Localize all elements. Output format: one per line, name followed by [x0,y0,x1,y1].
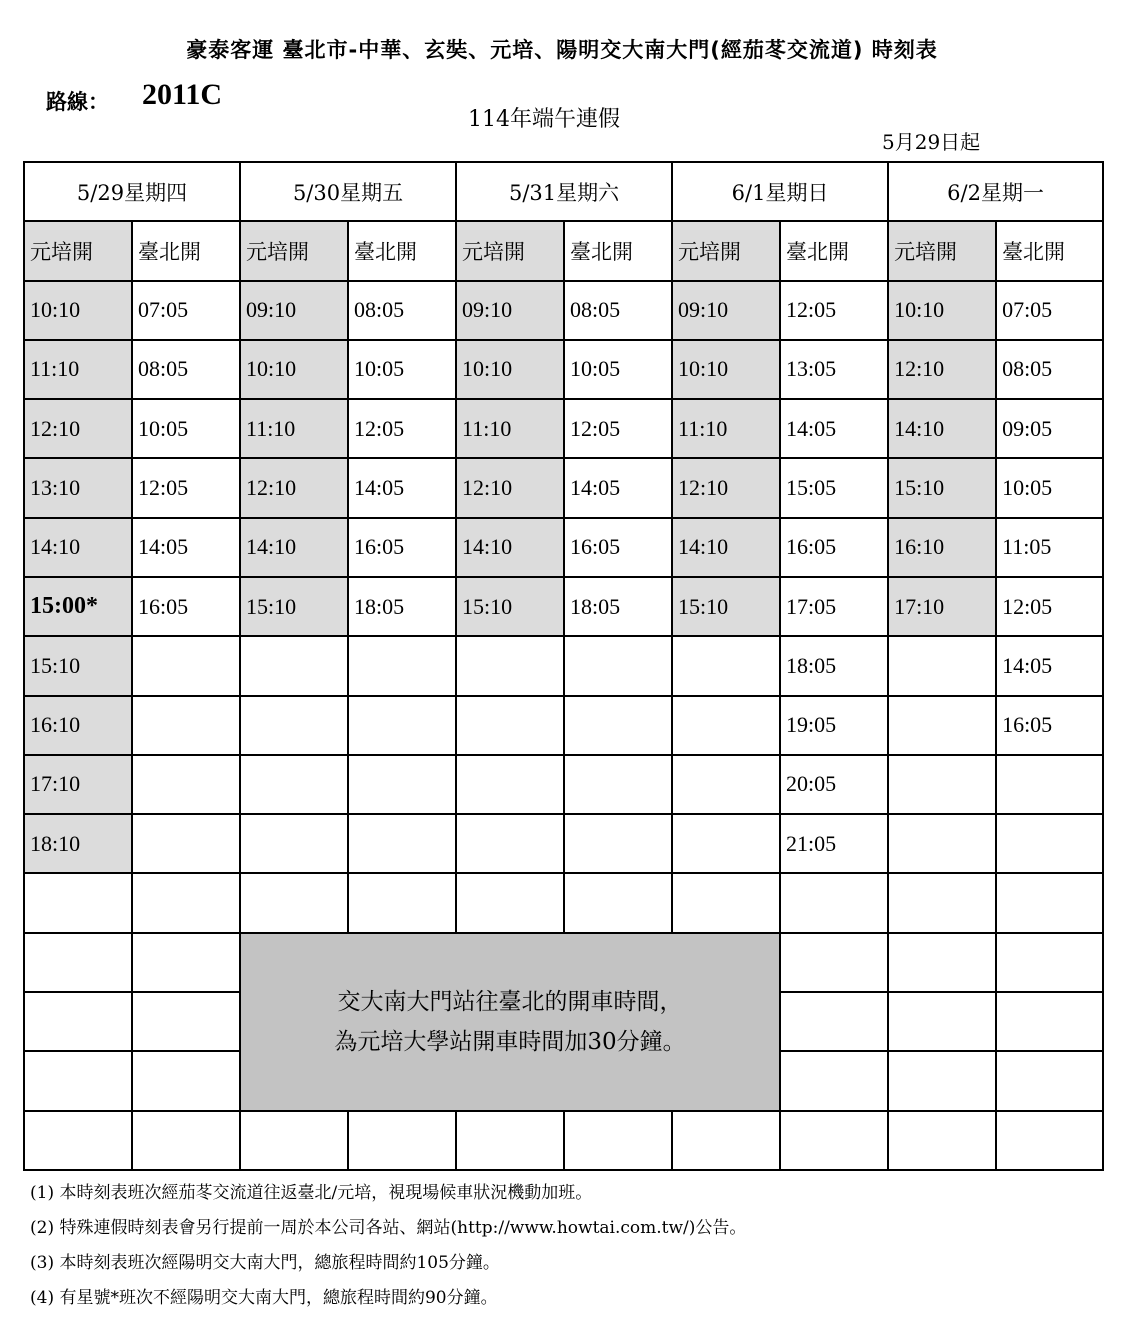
effective-date: 5月29日起 [882,130,981,154]
time-cell [132,755,240,814]
time-cell: 14:10 [672,518,780,577]
time-cell: 14:05 [132,518,240,577]
time-cell [564,636,672,695]
footnote-3: (3) 本時刻表班次經陽明交大南大門，總旅程時間約105分鐘。 [30,1253,500,1273]
empty-cell [780,992,888,1051]
empty-cell [564,1111,672,1171]
time-cell: 12:05 [348,399,456,458]
empty-cell [888,1111,996,1171]
table-row [24,933,1103,992]
empty-cell [780,933,888,992]
table-row [24,518,1103,577]
direction-yuanpei: 元培開 [24,221,132,280]
direction-yuanpei: 元培開 [456,221,564,280]
time-cell: 13:10 [24,458,132,517]
time-cell: 12:10 [24,399,132,458]
time-cell [672,696,780,755]
time-cell: 21:05 [780,814,888,873]
time-cell: 10:05 [132,399,240,458]
time-cell [672,636,780,695]
time-cell: 14:10 [456,518,564,577]
empty-cell [888,992,996,1051]
time-cell: 18:05 [780,636,888,695]
time-cell [888,755,996,814]
time-cell: 15:10 [24,636,132,695]
empty-cell [24,992,132,1051]
empty-cell [132,992,240,1051]
time-cell: 07:05 [132,281,240,340]
table-row [24,1111,1103,1171]
table-row [24,340,1103,399]
time-cell: 18:10 [24,814,132,873]
empty-cell [240,1111,348,1171]
time-cell [564,696,672,755]
table-row [24,281,1103,340]
empty-cell [888,933,996,992]
direction-header-row [24,221,1103,280]
direction-taipei: 臺北開 [348,221,456,280]
time-cell: 15:10 [240,577,348,636]
empty-cell [780,1051,888,1110]
time-cell: 08:05 [564,281,672,340]
empty-cell [24,933,132,992]
time-cell: 14:05 [780,399,888,458]
empty-cell [24,1111,132,1171]
time-cell: 11:10 [24,340,132,399]
table-row [24,814,1103,873]
empty-cell [996,1051,1103,1110]
time-cell: 14:05 [348,458,456,517]
direction-yuanpei: 元培開 [888,221,996,280]
time-cell [240,636,348,695]
day-header: 6/1星期日 [672,162,888,221]
empty-cell [456,1111,564,1171]
time-cell: 18:05 [564,577,672,636]
time-cell: 16:10 [888,518,996,577]
time-cell: 07:05 [996,281,1103,340]
empty-cell [996,992,1103,1051]
empty-cell [780,1111,888,1171]
time-cell [888,814,996,873]
time-cell: 16:05 [996,696,1103,755]
time-cell [240,696,348,755]
empty-cell [132,1051,240,1110]
time-cell: 09:10 [240,281,348,340]
empty-cell [348,1111,456,1171]
time-cell: 17:10 [24,755,132,814]
time-cell [132,696,240,755]
time-cell [672,755,780,814]
table-row [24,696,1103,755]
empty-cell [132,1111,240,1171]
time-cell: 14:10 [24,518,132,577]
time-cell: 10:10 [240,340,348,399]
time-cell: 14:10 [240,518,348,577]
footnote-4: (4) 有星號*班次不經陽明交大南大門，總旅程時間約90分鐘。 [30,1288,498,1308]
time-cell: 12:05 [564,399,672,458]
time-cell: 15:10 [672,577,780,636]
time-cell [240,814,348,873]
time-cell [456,636,564,695]
time-cell: 11:10 [672,399,780,458]
day-header: 5/29星期四 [24,162,240,221]
footnote-1: (1) 本時刻表班次經茄苳交流道往返臺北/元培，視現場候車狀況機動加班。 [30,1183,593,1203]
time-cell [132,873,240,932]
empty-cell [996,1111,1103,1171]
time-cell [564,814,672,873]
time-cell [348,814,456,873]
time-cell: 08:05 [996,340,1103,399]
time-cell: 16:05 [348,518,456,577]
time-cell: 08:05 [132,340,240,399]
route-code: 2011C [142,78,223,111]
time-cell: 15:10 [888,458,996,517]
time-cell: 11:05 [996,518,1103,577]
time-cell: 16:10 [24,696,132,755]
time-cell: 12:05 [132,458,240,517]
time-cell [348,696,456,755]
time-cell [456,696,564,755]
time-cell [888,696,996,755]
time-cell: 10:05 [348,340,456,399]
time-cell: 09:10 [672,281,780,340]
time-cell [996,814,1103,873]
time-cell: 13:05 [780,340,888,399]
transfer-note-box [240,933,780,1111]
time-cell: 15:00* [24,577,132,636]
empty-cell [996,933,1103,992]
empty-cell [24,1051,132,1110]
time-cell: 16:05 [780,518,888,577]
direction-taipei: 臺北開 [780,221,888,280]
footnote-2: (2) 特殊連假時刻表會另行提前一周於本公司各站、網站(http://www.howtai.com.tw/)公告。 [30,1218,747,1238]
time-cell [888,636,996,695]
time-cell: 15:05 [780,458,888,517]
time-cell [132,814,240,873]
time-cell: 10:10 [456,340,564,399]
time-cell: 12:05 [996,577,1103,636]
time-cell [240,755,348,814]
time-cell: 12:10 [240,458,348,517]
table-row [24,755,1103,814]
time-cell: 10:10 [888,281,996,340]
time-cell: 10:10 [672,340,780,399]
table-row [24,458,1103,517]
direction-yuanpei: 元培開 [240,221,348,280]
day-header: 6/2星期一 [888,162,1103,221]
time-cell: 14:05 [564,458,672,517]
transfer-note-line1: 交大南大門站往臺北的開車時間， [337,988,683,1015]
day-header-row [24,162,1103,221]
footnotes [30,1176,746,1316]
time-cell: 17:05 [780,577,888,636]
time-cell: 12:10 [456,458,564,517]
direction-yuanpei: 元培開 [672,221,780,280]
time-cell [888,873,996,932]
time-cell: 15:10 [456,577,564,636]
table-row [24,873,1103,932]
direction-taipei: 臺北開 [564,221,672,280]
time-cell [672,814,780,873]
time-cell [348,873,456,932]
route-label: 路線： [46,90,109,114]
empty-cell [888,1051,996,1110]
empty-cell [672,1111,780,1171]
time-cell: 14:05 [996,636,1103,695]
table-row [24,577,1103,636]
time-cell [564,755,672,814]
day-header: 5/30星期五 [240,162,456,221]
direction-taipei: 臺北開 [132,221,240,280]
time-cell: 10:05 [564,340,672,399]
time-cell: 09:05 [996,399,1103,458]
time-cell: 12:10 [672,458,780,517]
time-cell [672,873,780,932]
time-cell: 10:10 [24,281,132,340]
time-cell [564,873,672,932]
time-cell: 12:05 [780,281,888,340]
time-cell [240,873,348,932]
table-row [24,399,1103,458]
empty-cell [132,933,240,992]
time-cell: 10:05 [996,458,1103,517]
holiday-subtitle: 114年端午連假 [468,107,620,132]
time-cell: 08:05 [348,281,456,340]
direction-taipei: 臺北開 [996,221,1103,280]
time-cell [996,755,1103,814]
page-title: 豪泰客運 臺北市-中華、玄奘、元培、陽明交大南大門(經茄苳交流道) 時刻表 [186,38,938,62]
time-cell: 20:05 [780,755,888,814]
time-cell [780,873,888,932]
time-cell [456,814,564,873]
time-cell [456,873,564,932]
time-cell [348,636,456,695]
time-cell: 11:10 [240,399,348,458]
time-cell [348,755,456,814]
time-cell: 19:05 [780,696,888,755]
transfer-note-line2: 為元培大學站開車時間加30分鐘。 [334,1028,686,1055]
time-cell: 16:05 [132,577,240,636]
day-header: 5/31星期六 [456,162,672,221]
time-cell [996,873,1103,932]
time-cell [24,873,132,932]
time-cell: 12:10 [888,340,996,399]
time-cell [456,755,564,814]
time-cell: 18:05 [348,577,456,636]
table-row [24,636,1103,695]
time-cell: 16:05 [564,518,672,577]
time-cell: 14:10 [888,399,996,458]
time-cell: 09:10 [456,281,564,340]
timetable [23,161,1104,1171]
time-cell [132,636,240,695]
time-cell: 11:10 [456,399,564,458]
time-cell: 17:10 [888,577,996,636]
